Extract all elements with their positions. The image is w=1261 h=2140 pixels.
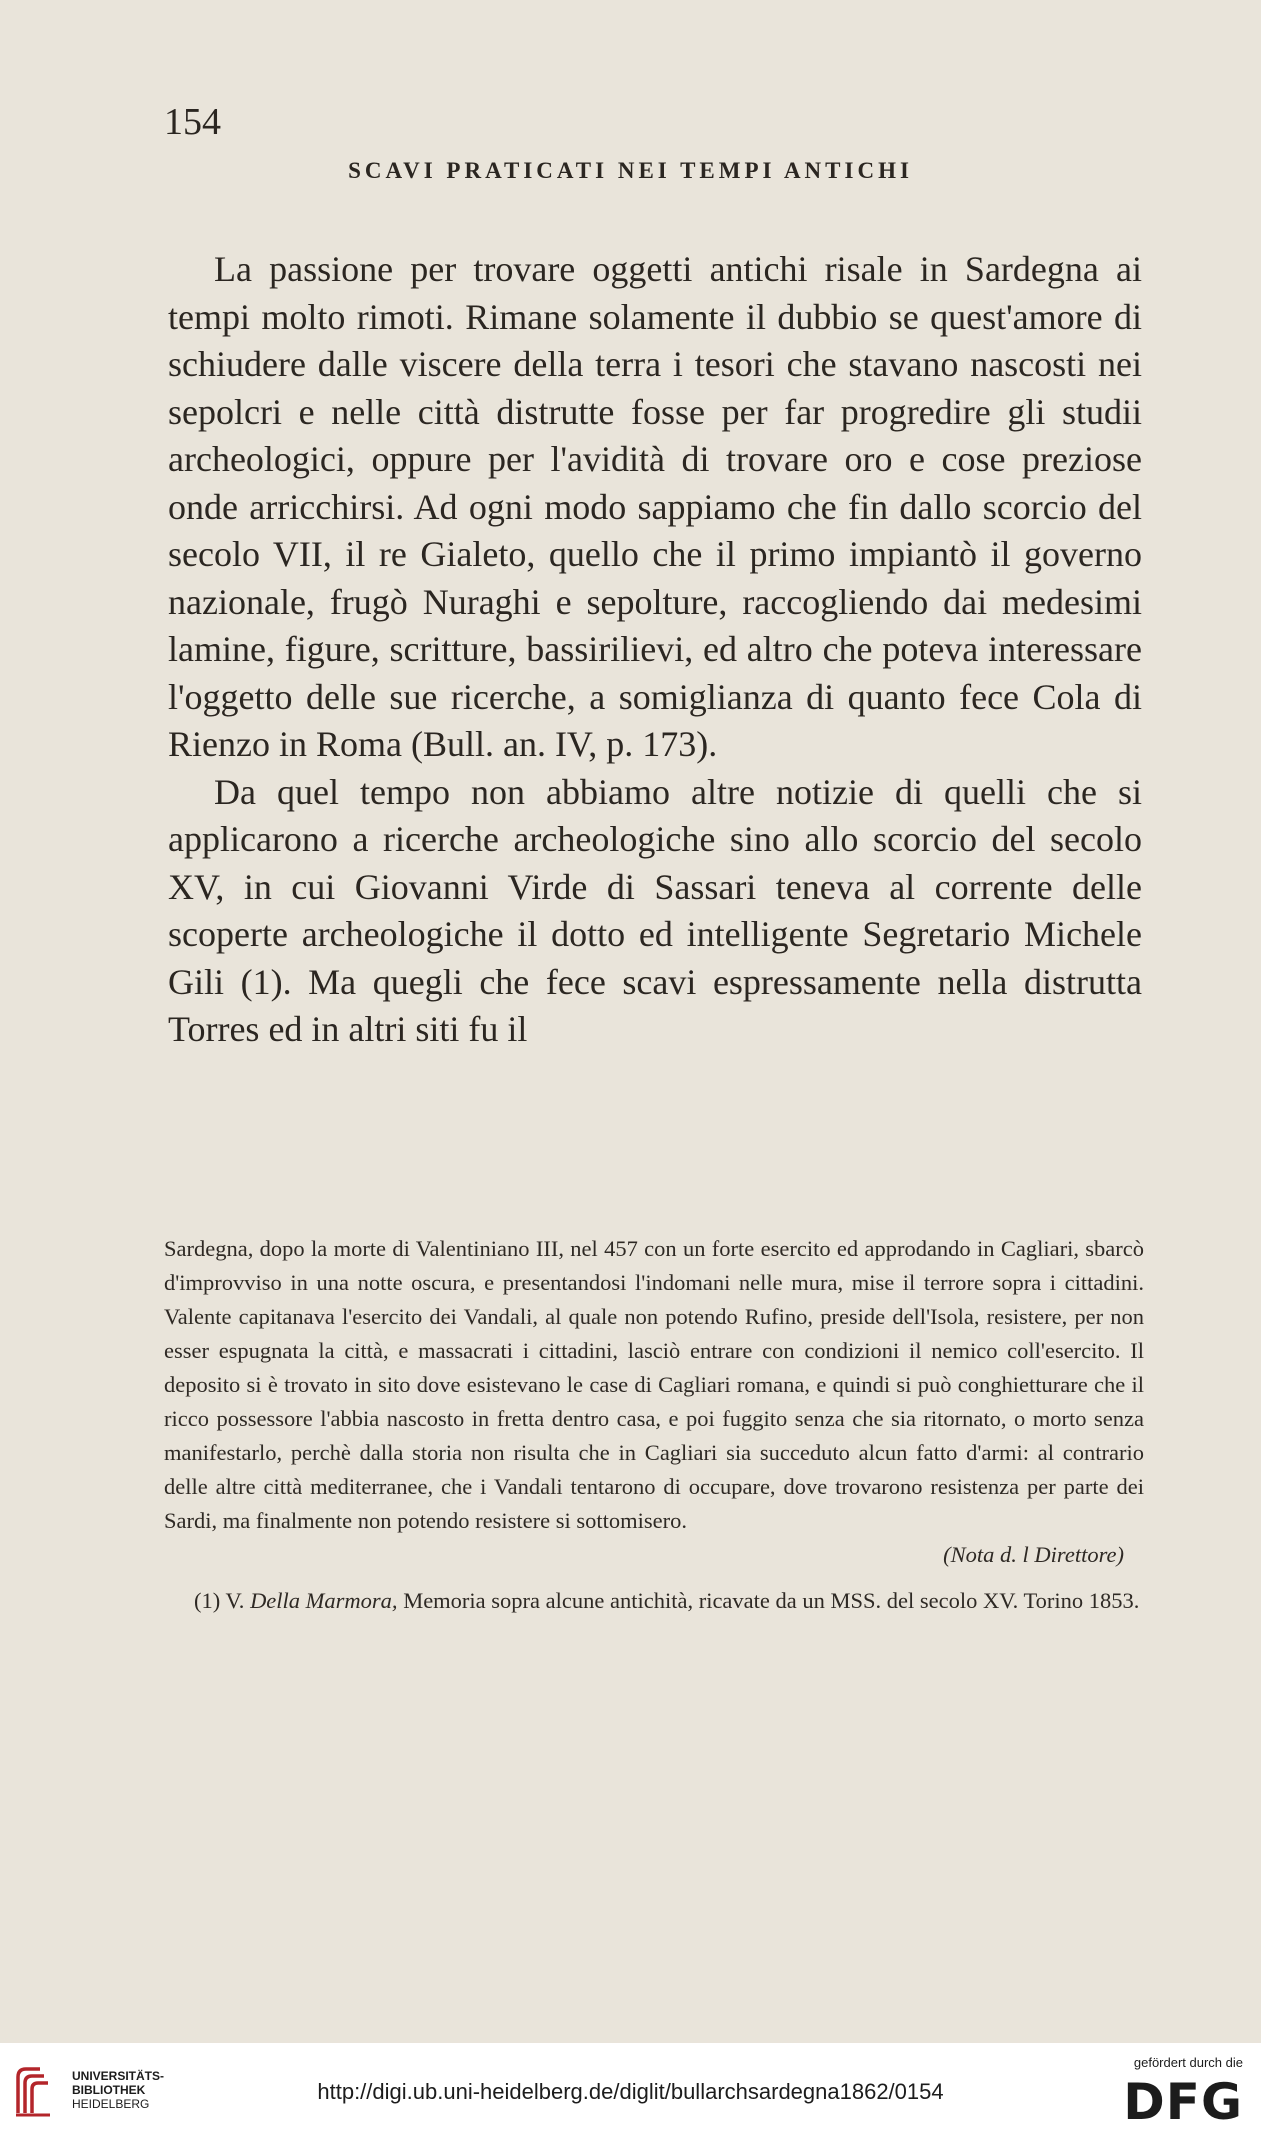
digitization-footer <box>0 2043 1261 2140</box>
funding-caption: gefördert durch die <box>1133 2055 1243 2070</box>
university-name-line: UNIVERSITÄTS- <box>72 2069 165 2083</box>
permalink-url[interactable]: http://digi.ub.uni-heidelberg.de/diglit/bullarchsardegna1862/0154 <box>317 2079 944 2104</box>
body-paragraph: La passione per trovare oggetti antichi risale in Sardegna ai tempi molto rimoti. Rimane solamente il dubbio se quest'amore di schiudere dalle viscere della terra i tesori che stavano nascosti nei sepolcri e nelle città distrutte fosse per far progredire gli studii archeologici, oppure per l'avidità di trovare oro e cose preziose onde arricchirsi. Ad ogni modo sappiamo che fin dallo scorcio del secolo VII, il re Gialeto, quello che il primo impiantò il governo nazionale, frugò Nuraghi e sepolture, raccogliendo dai medesimi lamine, figure, scritture, bassirilievi, ed altro che poteva interessare l'oggetto delle sue ricerche, a somiglianza di quanto fece Cola di Rienzo in Roma (Bull. an. IV, p. 173). <box>168 249 1142 764</box>
body-text <box>168 246 1142 1054</box>
footnote-author: Della Marmora, <box>250 1588 398 1613</box>
body-paragraph: Da quel tempo non abbiamo altre notizie di quelli che si applicarono a ricerche archeologiche sino allo scorcio del secolo XV, in cui Giovanni Virde di Sassari teneva al corrente delle scoperte archeologiche il dotto ed intelligente Segretario Michele Gili (1). Ma quegli che fece scavi espressamente nella distrutta Torres ed in altri siti fu il <box>168 771 1142 1049</box>
university-name-line: BIBLIOTHEK <box>72 2083 146 2097</box>
notes-section <box>164 1232 1144 1618</box>
editor-note: (Nota d. l Direttore) <box>943 1542 1124 1567</box>
university-name-line: HEIDELBERG <box>72 2097 150 2111</box>
footnote-marker: (1) V. <box>194 1588 245 1613</box>
page-number: 154 <box>164 101 221 143</box>
continued-note: Sardegna, dopo la morte di Valentiniano III, nel 457 con un forte esercito ed approdando in Cagliari, sbarcò d'improvviso in una notte oscura, e presentandosi l'indomani nelle mura, mise il terrore sopra i cittadini. Valente capitanava l'esercito dei Vandali, al quale non potendo Rufino, preside dell'Isola, resistere, per non esser espugnata la città, e massacrati i cittadini, lasciò entrare con condizioni il nemico coll'esercito. Il deposito si è trovato in sito dove esistevano le case di Cagliari romana, e quindi si può conghietturare che il ricco possessore l'abbia nascosto in fretta dentro casa, e poi fuggito senza che sia ritornato, o morto senza manifestarlo, perchè dalla storia non risulta che in Cagliari sia succeduto alcun fatto d'armi: al contrario delle altre città mediterranee, che i Vandali tentarono di occupare, dove trovarono resistenza per parte dei Sardi, ma finalmente non potendo resistere si sottomisero. <box>164 1236 1144 1533</box>
footnote <box>164 1584 1144 1618</box>
footnote-text: Memoria sopra alcune antichità, ricavate da un MSS. del secolo XV. Torino 1853. <box>403 1588 1140 1613</box>
running-head: SCAVI PRATICATI NEI TEMPI ANTICHI <box>348 158 913 183</box>
dfg-logo: DFG <box>1123 2073 1243 2131</box>
